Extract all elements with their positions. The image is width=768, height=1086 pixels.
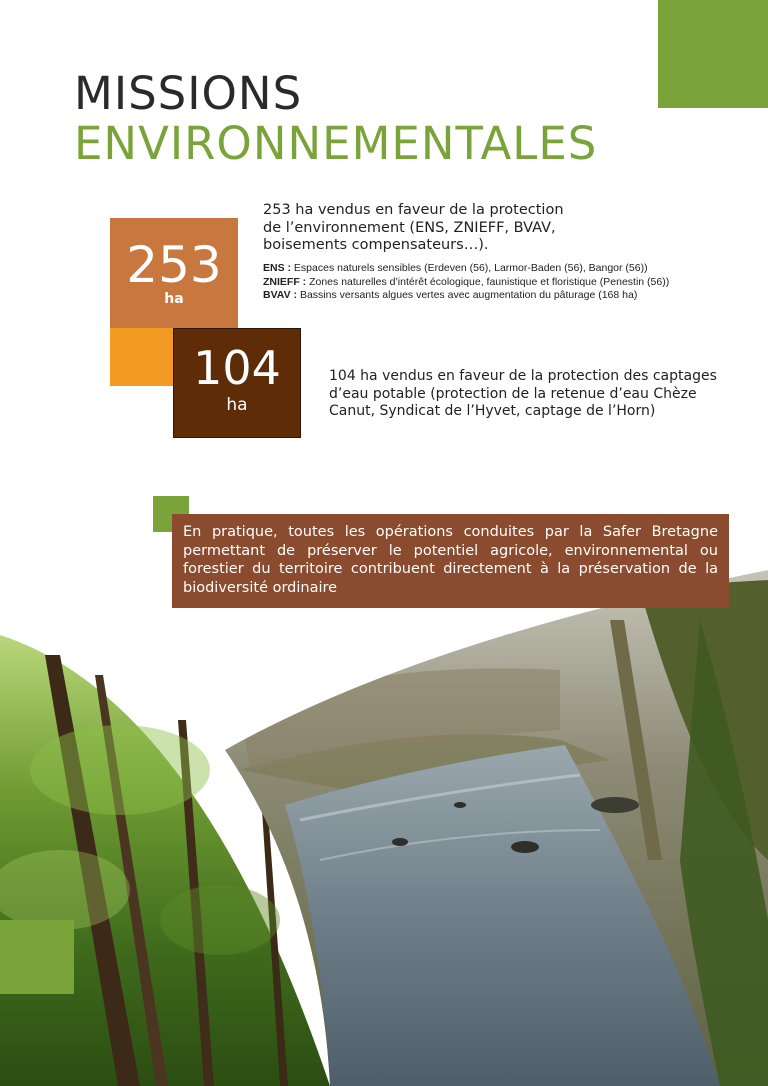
stat-253-line: de l’environnement (ENS, ZNIEFF, BVAV, [263, 219, 556, 236]
stat-253-value: 253 [126, 236, 222, 294]
note-abbr: ZNIEFF : [263, 275, 307, 288]
accent-square-orange [110, 328, 174, 386]
stat-253-description [263, 202, 573, 255]
callout-box [172, 514, 729, 608]
corner-decoration-bottom [0, 920, 74, 994]
stat-104-line: 104 ha vendus en faveur de la protection des captages [329, 368, 717, 384]
note-abbr: BVAV : [263, 289, 298, 301]
nature-photo-collage [0, 560, 768, 1086]
note-text: Espaces naturels sensibles (Erdeven (56), Larmor-Baden (56), Bangor (56)) [291, 262, 648, 274]
abbreviation-notes [263, 262, 683, 303]
corner-decoration-top [658, 0, 768, 108]
stat-104-unit: ha [226, 395, 248, 415]
stat-104-description [329, 368, 729, 421]
stat-253-line: 253 ha vendus en faveur de la protection [263, 202, 564, 218]
note-text: Zones naturelles d’intérêt écologique, faunistique et floristique (Penestin (56)) [306, 275, 670, 288]
stat-253-unit: ha [164, 291, 184, 307]
stat-104-line: d’eau potable (protection de la retenue d’eau Chèze [329, 385, 697, 402]
note-abbr: ENS : [263, 262, 292, 274]
callout-text: En pratique, toutes les opérations conduites par la Safer Bretagne permettant de préserver le potentiel agricole, environnemental ou forestier du territoire contribuent directement à la préservation de la biodiversité ordinaire [183, 524, 718, 596]
page-title-line-2: ENVIRONNEMENTALES [74, 117, 598, 170]
note-znieff [263, 276, 683, 290]
stat-253-line: boisements compensateurs…). [263, 237, 489, 253]
stat-104-box [173, 328, 301, 438]
note-text: Bassins versants algues vertes avec augmentation du pâturage (168 ha) [297, 289, 638, 301]
page-title-line-1: MISSIONS [74, 67, 303, 120]
note-ens [263, 262, 683, 276]
stat-104-line: Canut, Syndicat de l’Hyvet, captage de l’Horn) [329, 403, 656, 419]
stat-253-box [110, 218, 238, 328]
note-bvav [263, 289, 683, 303]
stat-104-value: 104 [193, 341, 281, 395]
